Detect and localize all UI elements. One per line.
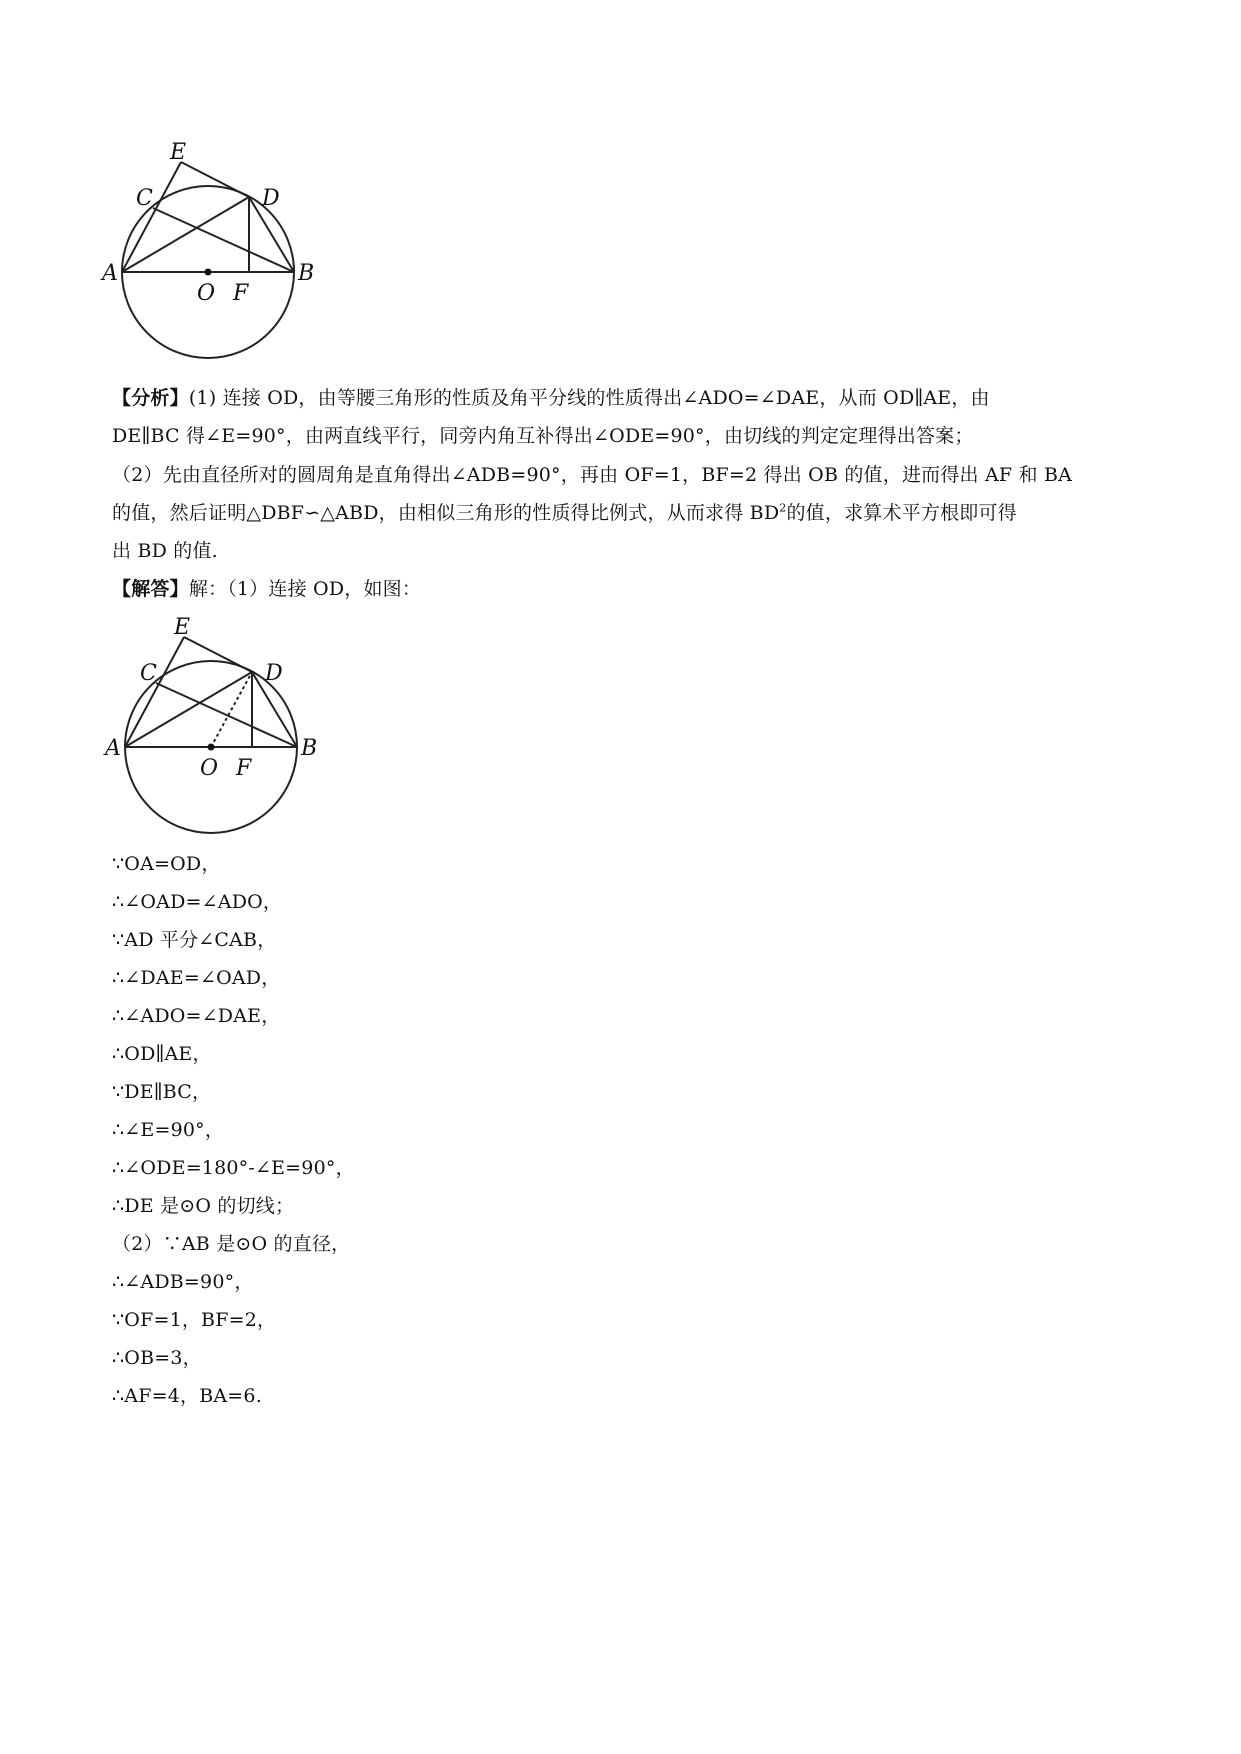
- label-e-1: E: [170, 140, 187, 165]
- solution-step: ∵AD 平分∠CAB，: [112, 929, 277, 951]
- analysis-line-5: 出 BD 的值.: [112, 540, 218, 562]
- analysis-text-4b: 的值，求算术平方根即可得: [786, 502, 1017, 524]
- segment-cb-2: [156, 683, 297, 747]
- segment-ed-1: [181, 162, 249, 197]
- analysis-line-2: DE∥BC 得∠E=90°，由两直线平行，同旁内角互补得出∠ODE=90°，由切线的判定定理得出答案；: [112, 425, 974, 447]
- segment-cb-1: [153, 208, 294, 272]
- solution-heading: [112, 577, 421, 601]
- solution-step: ∴∠ODE=180°-∠E=90°，: [112, 1157, 355, 1179]
- circle-o-1: [122, 186, 294, 358]
- analysis-line-1: [112, 386, 990, 410]
- solution-step: ∵OF=1，BF=2，: [112, 1309, 277, 1331]
- segment-db-1: [249, 197, 294, 272]
- solution-step: ∴AF=4，BA=6.: [112, 1385, 262, 1407]
- solution-step: ∴∠OAD=∠ADO，: [112, 891, 283, 913]
- analysis-tag: 【分析】: [112, 387, 189, 409]
- segment-db-2: [252, 672, 297, 747]
- segment-od-dashed: [211, 672, 252, 747]
- segment-ed-2: [184, 637, 252, 672]
- label-a-1: A: [102, 261, 118, 286]
- solution-step: ∴∠E=90°，: [112, 1119, 225, 1141]
- analysis-line-3: （2）先由直径所对的圆周角是直角得出∠ADB=90°，再由 OF=1，BF=2 得出 OB 的值，进而得出 AF 和 BA: [112, 464, 1073, 486]
- solution-step: （2）∵AB 是⊙O 的直径，: [112, 1233, 351, 1255]
- label-d-1: D: [262, 186, 280, 211]
- solution-step: ∴∠ADB=90°，: [112, 1271, 254, 1293]
- analysis-text-4a: 的值，然后证明△DBF∽△ABD，由相似三角形的性质得比例式，从而求得 BD: [112, 502, 780, 524]
- label-o-2: O: [200, 756, 219, 781]
- segment-ad-1: [122, 197, 249, 272]
- segment-ad-2: [125, 672, 252, 747]
- solution-step: ∴∠ADO=∠DAE，: [112, 1005, 281, 1027]
- solution-intro: 解：（1）连接 OD，如图：: [188, 578, 422, 600]
- analysis-line-4: [112, 501, 1017, 525]
- circle-o-2: [125, 661, 297, 833]
- label-d-2: D: [265, 661, 283, 686]
- segment-ae-2: [125, 637, 184, 747]
- label-b-1: B: [298, 261, 315, 286]
- center-dot-1: [205, 269, 212, 276]
- label-f-2: F: [236, 756, 252, 781]
- solution-step: ∴OD∥AE，: [112, 1043, 212, 1065]
- solution-step: ∵OA=OD，: [112, 853, 221, 875]
- label-c-1: C: [136, 186, 153, 211]
- label-c-2: C: [140, 661, 157, 686]
- solution-step: ∵DE∥BC，: [112, 1081, 212, 1103]
- segment-ae-1: [122, 162, 181, 272]
- solution-step: ∴OB=3，: [112, 1347, 202, 1369]
- label-f-1: F: [233, 281, 249, 306]
- analysis-superscript: 2: [779, 501, 787, 515]
- analysis-text-1: (1) 连接 OD，由等腰三角形的性质及角平分线的性质得出∠ADO=∠DAE，从而 OD∥AE，由: [188, 387, 990, 409]
- label-a-2: A: [105, 736, 121, 761]
- solution-tag: 【解答】: [112, 578, 189, 600]
- label-e-2: E: [174, 615, 191, 640]
- solution-step: ∴∠DAE=∠OAD，: [112, 967, 281, 989]
- solution-step: ∴DE 是⊙O 的切线；: [112, 1195, 295, 1217]
- label-o-1: O: [197, 281, 216, 306]
- center-dot-2: [208, 744, 215, 751]
- label-b-2: B: [301, 736, 318, 761]
